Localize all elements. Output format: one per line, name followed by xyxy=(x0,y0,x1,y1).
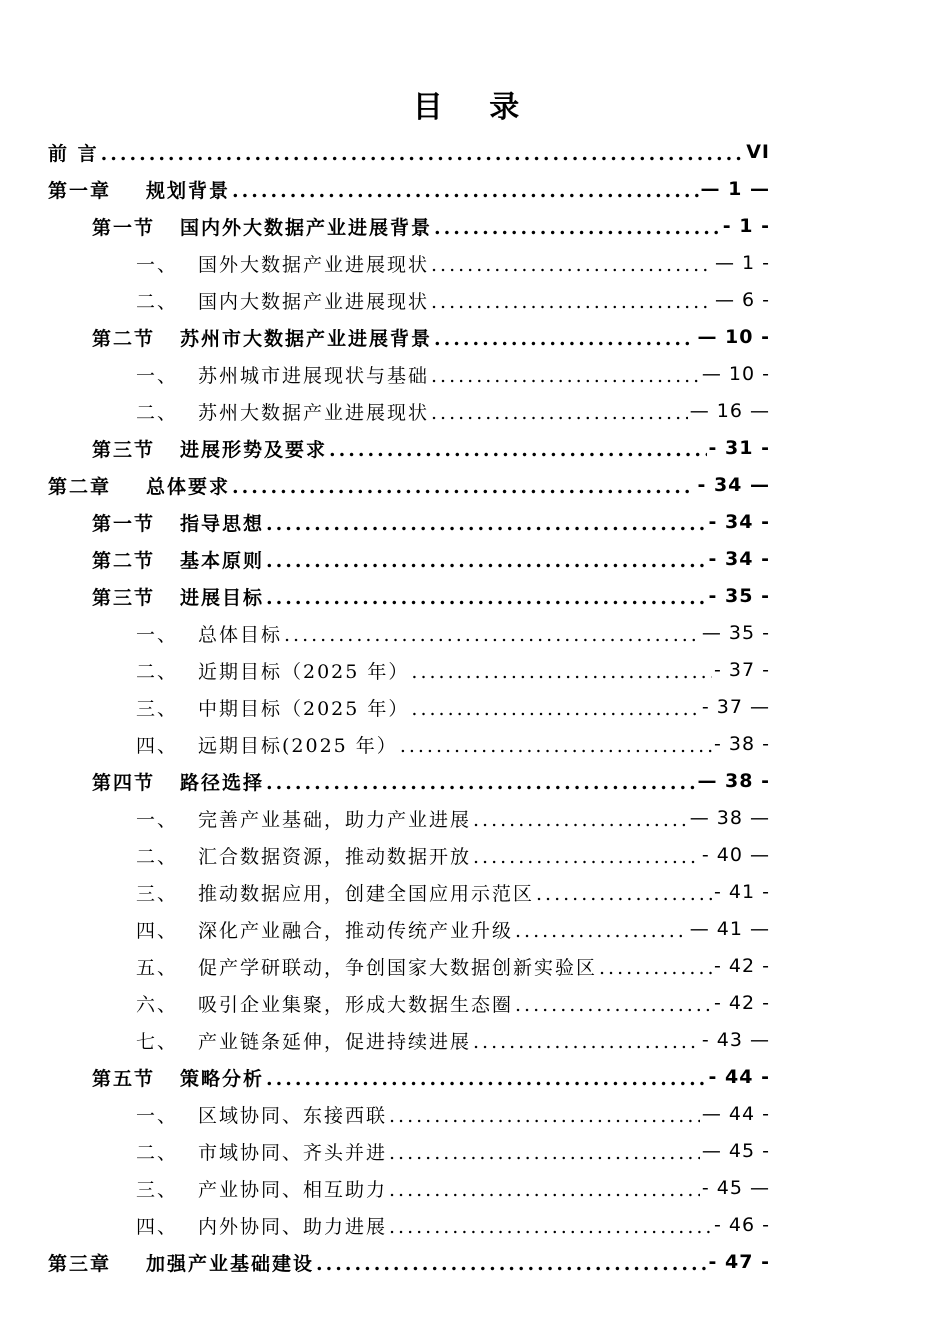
toc-page-number: — 1 - xyxy=(714,252,770,274)
toc-leader-dots xyxy=(266,513,707,535)
toc-page-number: - 47 - xyxy=(708,1251,770,1273)
toc-entry-number: 四、 xyxy=(136,919,179,942)
toc-page-number: - 43 — xyxy=(701,1029,770,1051)
toc-entry-preface[interactable] xyxy=(48,134,770,170)
toc-entry-number: 第二节 xyxy=(92,327,156,350)
toc-entry-section[interactable] xyxy=(92,541,770,577)
toc-entry-number: 第三节 xyxy=(92,586,156,609)
toc-leader-dots xyxy=(400,735,712,757)
toc-entry-label: 苏州市大数据产业进展背景 xyxy=(180,327,433,350)
toc-leader-dots xyxy=(411,698,699,720)
toc-entry-section[interactable] xyxy=(92,208,770,244)
toc-leader-dots xyxy=(389,1105,700,1127)
toc-entry-number: 一、 xyxy=(136,253,179,276)
toc-leader-dots xyxy=(232,180,699,202)
toc-entry-number: 五、 xyxy=(136,956,179,979)
toc-entry-label: 远期目标(2025 年） xyxy=(198,734,398,757)
toc-entry-label: 加强产业基础建设 xyxy=(146,1252,315,1275)
toc-page-number: — 38 — xyxy=(689,807,770,829)
toc-entry-subsection[interactable] xyxy=(136,948,770,984)
toc-page-number: — 38 - xyxy=(697,770,770,792)
toc-entry-section[interactable] xyxy=(92,504,770,540)
toc-entry-number: 一、 xyxy=(136,623,179,646)
toc-entry-label: 市域协同、齐头并进 xyxy=(198,1141,388,1164)
toc-entry-label: 策略分析 xyxy=(180,1067,265,1090)
toc-entry-label: 产业协同、相互助力 xyxy=(198,1178,388,1201)
toc-entry-number: 二、 xyxy=(136,845,179,868)
toc-entry-label: 完善产业基础，助力产业进展 xyxy=(198,808,472,831)
toc-entry-subsection[interactable] xyxy=(136,800,770,836)
toc-entry-number: 第五节 xyxy=(92,1067,156,1090)
toc-entry-subsection[interactable] xyxy=(136,837,770,873)
toc-leader-dots xyxy=(473,1031,700,1053)
toc-leader-dots xyxy=(232,476,695,498)
toc-page-number: - 34 — xyxy=(697,474,770,496)
toc-leader-dots xyxy=(266,550,707,572)
toc-leader-dots xyxy=(266,1068,707,1090)
toc-entry-label: 总体要求 xyxy=(146,475,231,498)
toc-entry-chapter-1[interactable] xyxy=(48,171,770,207)
toc-entry-label: 前 言 xyxy=(48,142,99,165)
toc-leader-dots xyxy=(411,661,712,683)
toc-entry-label: 苏州大数据产业进展现状 xyxy=(198,401,430,424)
toc-entry-section[interactable] xyxy=(92,1059,770,1095)
toc-entry-number: 二、 xyxy=(136,660,179,683)
toc-entry-subsection[interactable] xyxy=(136,689,770,725)
toc-page-number: — 35 - xyxy=(701,622,770,644)
toc-entry-number: 二、 xyxy=(136,401,179,424)
toc-entry-subsection[interactable] xyxy=(136,1207,770,1243)
toc-page-number: - 42 - xyxy=(714,992,770,1014)
toc-entry-number: 第三章 xyxy=(48,1252,112,1275)
toc-entry-section[interactable] xyxy=(92,319,770,355)
toc-entry-label: 进展形势及要求 xyxy=(180,438,328,461)
toc-entry-label: 基本原则 xyxy=(180,549,265,572)
toc-page-number: - 42 - xyxy=(714,955,770,977)
toc-entry-number: 二、 xyxy=(136,290,179,313)
toc-entry-label: 总体目标 xyxy=(198,623,283,646)
toc-entry-label: 产业链条延伸，促进持续进展 xyxy=(198,1030,472,1053)
toc-entry-number: 第一节 xyxy=(92,512,156,535)
toc-entry-number: 第二节 xyxy=(92,549,156,572)
toc-entry-label: 吸引企业集聚，形成大数据生态圈 xyxy=(198,993,514,1016)
toc-page-number: - 45 — xyxy=(701,1177,770,1199)
toc-entry-subsection[interactable] xyxy=(136,911,770,947)
toc-entry-section[interactable] xyxy=(92,763,770,799)
toc-entry-subsection[interactable] xyxy=(136,1170,770,1206)
toc-entry-subsection[interactable] xyxy=(136,1096,770,1132)
toc-page-number: - 37 — xyxy=(701,696,770,718)
toc-entry-label: 汇合数据资源，推动数据开放 xyxy=(198,845,472,868)
toc-page-number: - 40 — xyxy=(701,844,770,866)
toc-leader-dots xyxy=(389,1142,700,1164)
toc-page-number: - 31 - xyxy=(708,437,770,459)
toc-entry-number: 一、 xyxy=(136,364,179,387)
toc-page-number: — 41 — xyxy=(689,918,770,940)
toc-entry-number: 一、 xyxy=(136,808,179,831)
toc-entry-number: 四、 xyxy=(136,734,179,757)
toc-entry-subsection[interactable] xyxy=(136,245,770,281)
toc-leader-dots xyxy=(431,365,700,387)
toc-page-number: — 16 — xyxy=(689,400,770,422)
toc-entry-label: 推动数据应用，创建全国应用示范区 xyxy=(198,882,535,905)
toc-leader-dots xyxy=(284,624,700,646)
toc-leader-dots xyxy=(316,1253,707,1275)
toc-leader-dots xyxy=(431,254,713,276)
toc-entry-subsection[interactable] xyxy=(136,356,770,392)
toc-leader-dots xyxy=(389,1179,700,1201)
toc-entry-subsection[interactable] xyxy=(136,726,770,762)
toc-entry-number: 第一章 xyxy=(48,179,112,202)
toc-entry-subsection[interactable] xyxy=(136,1022,770,1058)
toc-leader-dots xyxy=(536,883,712,905)
toc-entry-number: 七、 xyxy=(136,1030,179,1053)
toc-leader-dots xyxy=(431,291,713,313)
toc-title: 目 录 xyxy=(412,90,538,125)
toc-entry-number: 三、 xyxy=(136,882,179,905)
toc-leader-dots xyxy=(101,143,745,165)
toc-entry-number: 六、 xyxy=(136,993,179,1016)
toc-leader-dots xyxy=(515,994,712,1016)
toc-entry-number: 第二章 xyxy=(48,475,112,498)
toc-entry-label: 近期目标（2025 年） xyxy=(198,660,410,683)
toc-entry-label: 进展目标 xyxy=(180,586,265,609)
toc-entry-number: 一、 xyxy=(136,1104,179,1127)
toc-page-number: - 38 - xyxy=(714,733,770,755)
toc-leader-dots xyxy=(329,439,707,461)
toc-entry-label: 促产学研联动，争创国家大数据创新实验区 xyxy=(198,956,598,979)
toc-entry-label: 指导思想 xyxy=(180,512,265,535)
toc-entry-number: 第三节 xyxy=(92,438,156,461)
toc-entry-section[interactable] xyxy=(92,430,770,466)
toc-entry-label: 苏州城市进展现状与基础 xyxy=(198,364,430,387)
toc-page-number: - 46 - xyxy=(714,1214,770,1236)
toc-page-number: - 1 - xyxy=(722,215,770,237)
toc-page-number: - 41 - xyxy=(714,881,770,903)
toc-page-number: — 44 - xyxy=(701,1103,770,1125)
toc-page-number: - 35 - xyxy=(708,585,770,607)
toc-entry-subsection[interactable] xyxy=(136,652,770,688)
toc-entry-number: 二、 xyxy=(136,1141,179,1164)
toc-entry-subsection[interactable] xyxy=(136,874,770,910)
toc-entry-number: 第四节 xyxy=(92,771,156,794)
toc-leader-dots xyxy=(431,402,688,424)
toc-entry-label: 路径选择 xyxy=(180,771,265,794)
toc-entry-subsection[interactable] xyxy=(136,1133,770,1169)
toc-entry-label: 内外协同、助力进展 xyxy=(198,1215,388,1238)
toc-page-number: — 1 — xyxy=(700,178,770,200)
toc-entry-label: 国外大数据产业进展现状 xyxy=(198,253,430,276)
toc-leader-dots xyxy=(266,772,695,794)
toc-leader-dots xyxy=(266,587,707,609)
toc-entry-chapter-3[interactable] xyxy=(48,1244,770,1280)
toc-entry-label: 中期目标（2025 年） xyxy=(198,697,410,720)
toc-page-number: - 44 - xyxy=(708,1066,770,1088)
toc-page-number: — 10 - xyxy=(697,326,770,348)
toc-entry-number: 四、 xyxy=(136,1215,179,1238)
toc-page-number: — 6 - xyxy=(714,289,770,311)
toc-leader-dots xyxy=(473,846,700,868)
toc-entry-subsection[interactable] xyxy=(136,615,770,651)
toc-entry-section[interactable] xyxy=(92,578,770,614)
toc-entry-label: 国内外大数据产业进展背景 xyxy=(180,216,433,239)
toc-leader-dots xyxy=(434,328,695,350)
toc-leader-dots xyxy=(473,809,688,831)
toc-leader-dots xyxy=(434,217,721,239)
toc-entry-subsection[interactable] xyxy=(136,985,770,1021)
toc-leader-dots xyxy=(515,920,688,942)
toc-entry-subsection[interactable] xyxy=(136,393,770,429)
toc-leader-dots xyxy=(389,1216,712,1238)
toc-entry-number: 三、 xyxy=(136,697,179,720)
toc-page-number: - 34 - xyxy=(708,548,770,570)
toc-entry-subsection[interactable] xyxy=(136,282,770,318)
toc-leader-dots xyxy=(599,957,712,979)
toc-entry-label: 深化产业融合，推动传统产业升级 xyxy=(198,919,514,942)
toc-page-number: — 45 - xyxy=(701,1140,770,1162)
toc-page-number: — 10 - xyxy=(701,363,770,385)
toc-entry-label: 规划背景 xyxy=(146,179,231,202)
toc-entry-label: 区域协同、东接西联 xyxy=(198,1104,388,1127)
toc-entry-number: 第一节 xyxy=(92,216,156,239)
toc-page-number: VI xyxy=(746,141,770,163)
toc-page-number: - 37 - xyxy=(714,659,770,681)
toc-page-number: - 34 - xyxy=(708,511,770,533)
toc-entry-number: 三、 xyxy=(136,1178,179,1201)
toc-entry-label: 国内大数据产业进展现状 xyxy=(198,290,430,313)
toc-entry-chapter-2[interactable] xyxy=(48,467,770,503)
